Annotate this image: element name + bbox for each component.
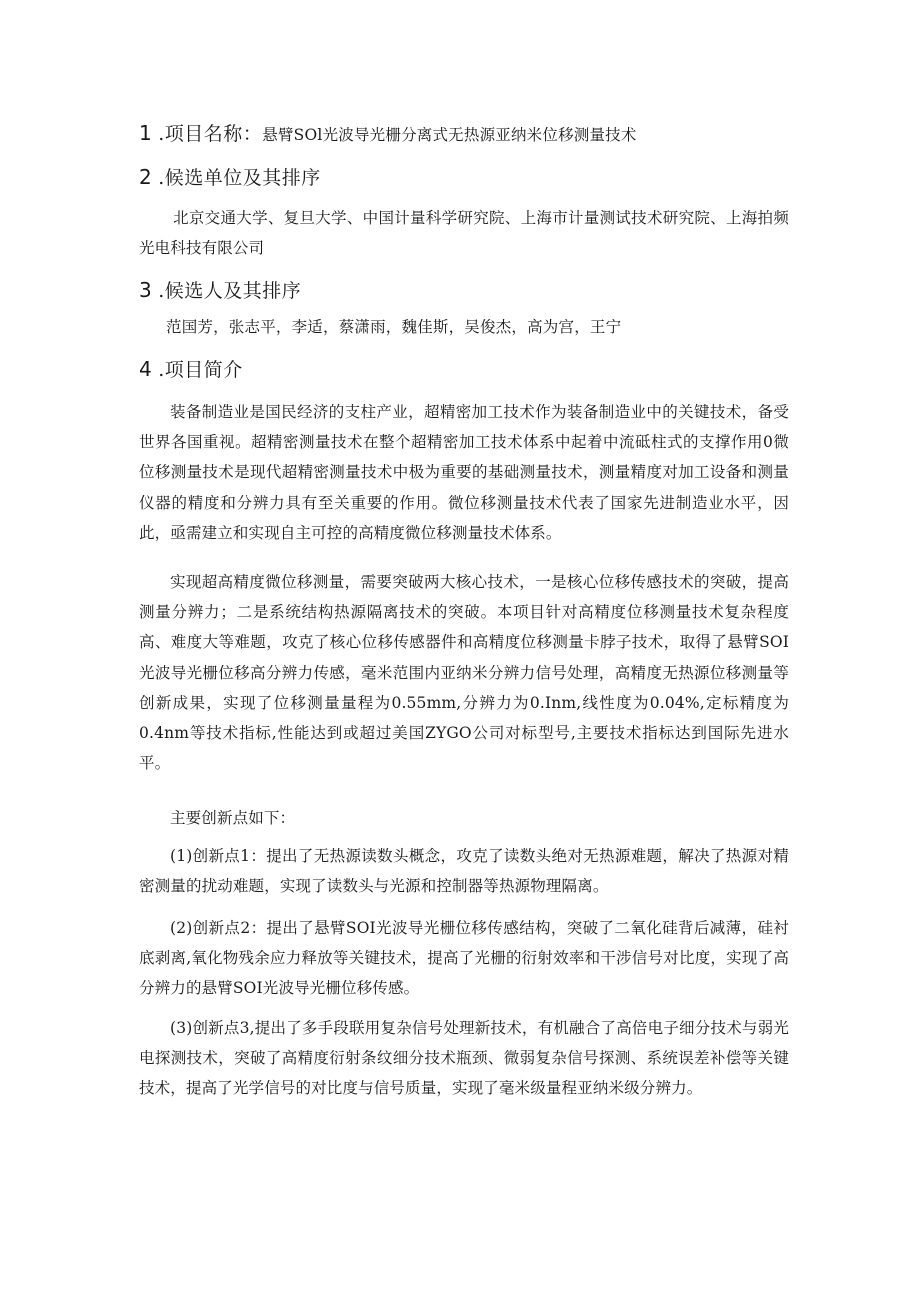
section-1-heading <box>139 119 637 146</box>
innovations-intro: 主要创新点如下： <box>170 809 296 827</box>
section-3-heading <box>139 276 301 303</box>
section-number: 1 <box>139 121 153 145</box>
intro-paragraph-2: 实现超高精度微位移测量，需要突破两大核心技术，一是核心位移传感技术的突破，提高测量分辨力；二是系统结构热源隔离技术的突破。本项目针对高精度位移测量技术复杂程度高、难度大等难题，攻克了核心位移传感器件和高精度位移测量卡脖子技术，取得了悬臂SOI光波导光栅位移高分辨力传感，毫米范围内亚纳米分辨力信号处理，高精度无热源位移测量等创新成果，实现了位移测量量程为0.55mm,分辨力为0.Inm,线性度为0.04%,定标精度为0.4nm等技术指标,性能达到或超过美国ZYGO公司对标型号,主要技术指标达到国际先进水平。 <box>139 573 789 773</box>
innovation-2: (2)创新点2：提出了悬臂SOI光波导光栅位移传感结构，突破了二氧化硅背后减薄，硅衬底剥离,氧化物残余应力释放等关键技术，提高了光栅的衍射效率和干涉信号对比度，实现了高分辨力的悬臂SOI光波导光栅位移传感。 <box>139 919 789 998</box>
section-number: 3 <box>139 278 153 302</box>
section-number: 2 <box>139 165 153 189</box>
innovation-1: (1)创新点1：提出了无热源读数头概念，攻克了读数头绝对无热源难题，解决了热源对精密测量的扰动难题，实现了读数头与光源和控制器等热源物理隔离。 <box>139 847 789 896</box>
section-title: .候选人及其排序 <box>158 280 302 302</box>
project-name: 悬臂SOl光波导光栅分离式无热源亚纳米位移测量技术 <box>262 126 637 144</box>
innovation-3: (3)创新点3,提出了多手段联用复杂信号处理新技术，有机融合了高倍电子细分技术与弱光电探测技术，突破了高精度衍射条纹细分技术瓶颈、微弱复杂信号探测、系统误差补偿等关键技术，提高了光学信号的对比度与信号质量，实现了毫米级量程亚纳米级分辨力。 <box>139 1019 789 1098</box>
section-title: .候选单位及其排序 <box>158 167 321 189</box>
section-title: .项目名称： <box>158 123 263 145</box>
section-2-heading <box>139 163 321 190</box>
candidate-units: 北京交通大学、复旦大学、中国计量科学研究院、上海市计量测试技术研究院、上海拍频光电科技有限公司 <box>139 209 789 258</box>
candidate-people: 范国芳，张志平，李适，蔡潇雨，魏佳斯，吴俊杰，高为宫，王宁 <box>166 318 622 336</box>
intro-paragraph-1: 装备制造业是国民经济的支柱产业，超精密加工技术作为装备制造业中的关键技术，备受世界各国重视。超精密测量技术在整个超精密加工技术体系中起着中流砥柱式的支撑作用0微位移测量技术是现代超精密测量技术中极为重要的基础测量技术，测量精度对加工设备和测量仪器的精度和分辨力具有至关重要的作用。微位移测量技术代表了国家先进制造业水平，因此，亟需建立和实现自主可控的高精度微位移测量技术体系。 <box>139 403 789 542</box>
section-title: .项目简介 <box>158 359 243 381</box>
section-number: 4 <box>139 357 153 381</box>
section-4-heading <box>139 355 243 382</box>
